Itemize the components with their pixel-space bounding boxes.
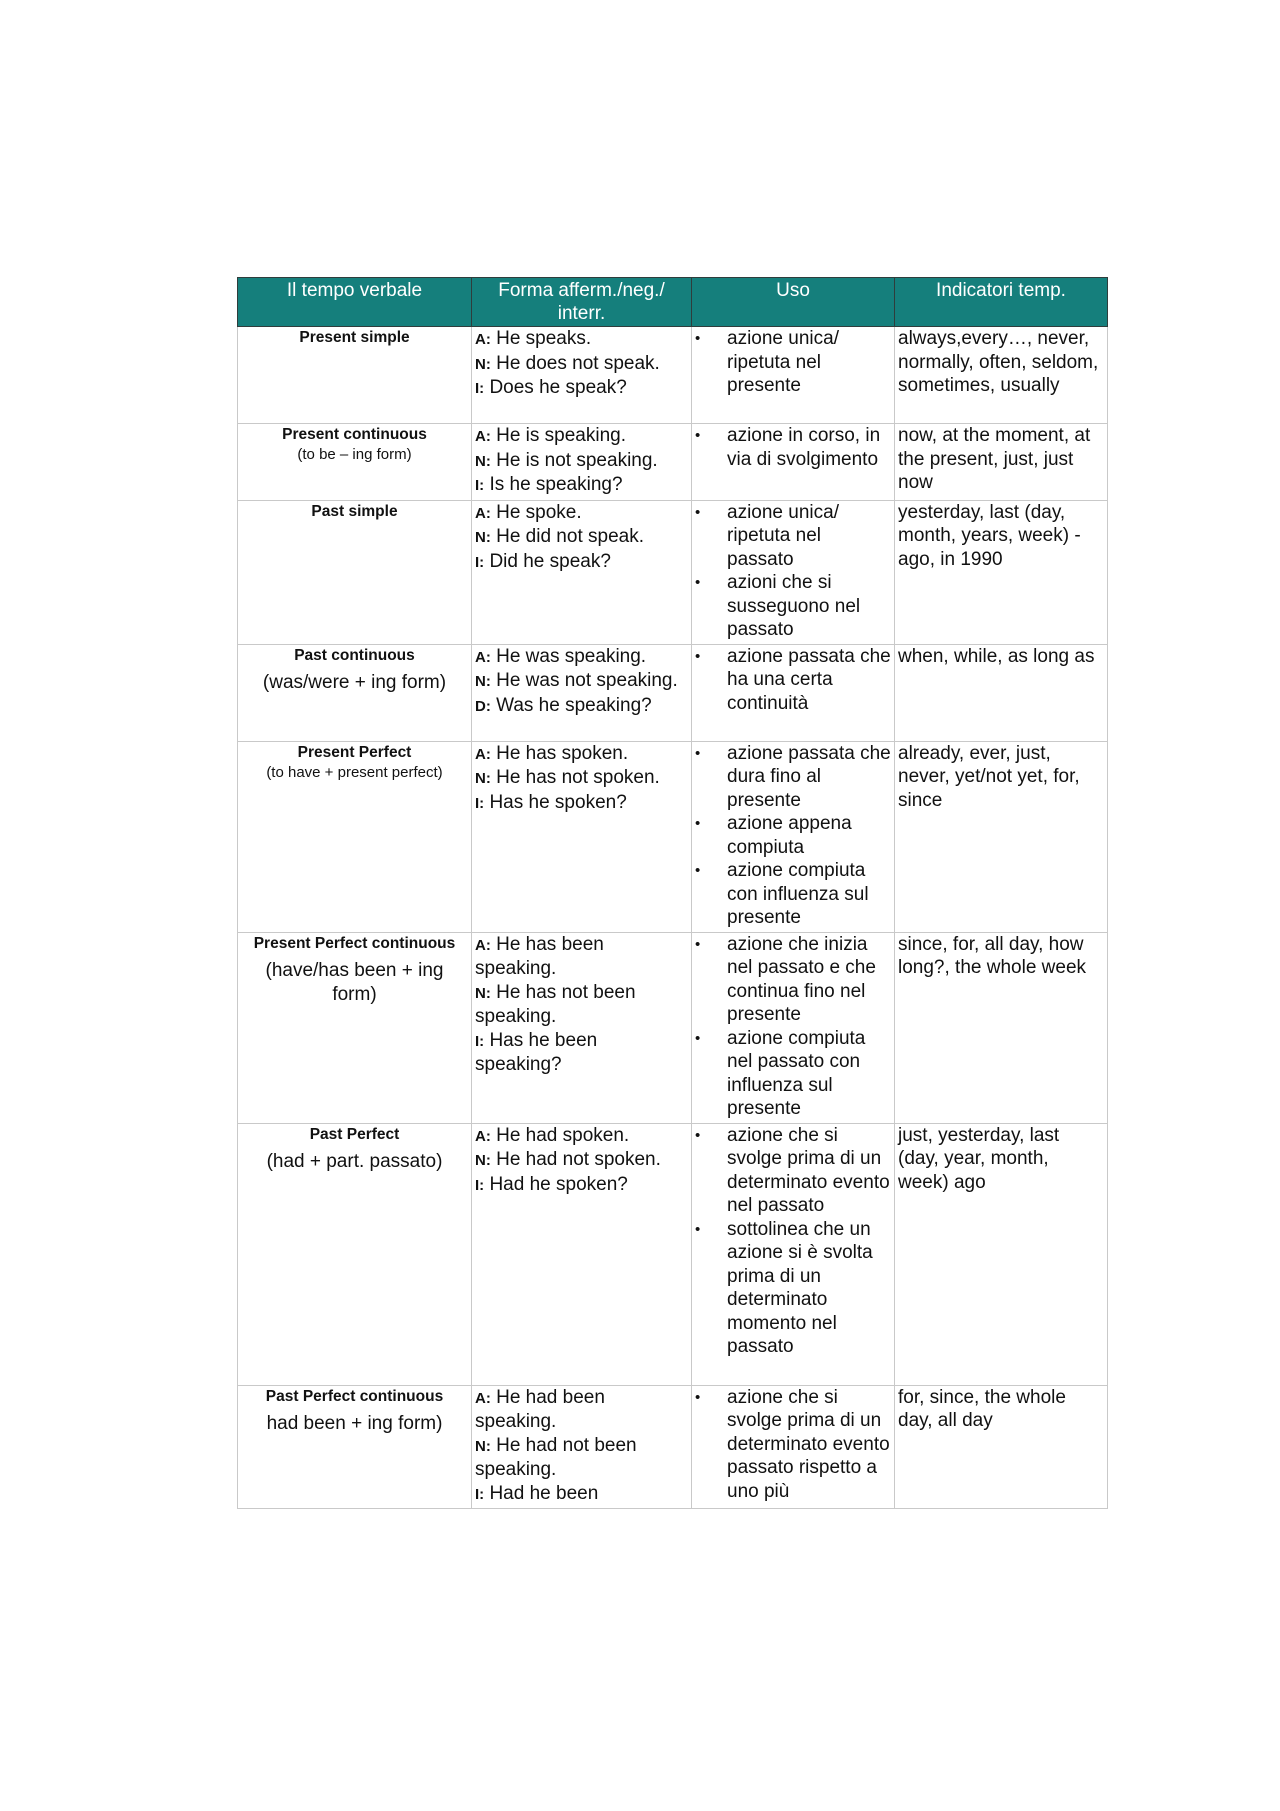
table-row bbox=[238, 644, 1108, 741]
form-text: He had not been speaking. bbox=[475, 1434, 637, 1480]
tense-construction: (have/has been + ing form) bbox=[265, 959, 444, 1005]
tense-cell bbox=[238, 932, 472, 1123]
tense-name: Present Perfect bbox=[297, 743, 412, 761]
tense-name: Past simple bbox=[311, 502, 398, 520]
form-text: He has not spoken. bbox=[496, 767, 660, 788]
form-line bbox=[475, 742, 688, 767]
form-cell bbox=[472, 644, 692, 741]
form-line bbox=[475, 327, 688, 352]
table-row bbox=[238, 424, 1108, 501]
header-tense: Il tempo verbale bbox=[238, 278, 472, 327]
form-text: He had spoken. bbox=[496, 1124, 630, 1146]
form-text: He is not speaking. bbox=[496, 449, 658, 471]
form-text: He spoke. bbox=[496, 501, 582, 523]
form-key: A: bbox=[475, 428, 491, 445]
form-key: I: bbox=[475, 477, 485, 494]
indicators-cell: when, while, as long as bbox=[895, 644, 1108, 741]
form-key: I: bbox=[475, 380, 485, 397]
table-row bbox=[238, 741, 1108, 932]
form-key: I: bbox=[475, 1176, 485, 1194]
use-cell bbox=[692, 500, 895, 644]
form-key: N: bbox=[475, 452, 491, 470]
form-key: I: bbox=[475, 1032, 485, 1050]
form-text: He does not speak. bbox=[496, 352, 660, 374]
form-text: He speaks. bbox=[496, 328, 592, 349]
form-line bbox=[475, 352, 688, 377]
use-list bbox=[695, 1386, 891, 1504]
verb-tenses-table bbox=[237, 277, 1108, 1509]
form-line bbox=[475, 1148, 688, 1173]
table-header-row bbox=[238, 278, 1108, 327]
form-cell bbox=[472, 500, 692, 644]
use-item: • azione passata che ha una certa continuità bbox=[695, 645, 891, 716]
table-row bbox=[238, 500, 1108, 644]
use-list bbox=[695, 501, 891, 642]
form-text: He has been speaking. bbox=[475, 933, 604, 979]
form-key: N: bbox=[475, 355, 491, 373]
form-line bbox=[475, 981, 688, 1029]
form-key: I: bbox=[475, 1485, 485, 1503]
indicators-cell: already, ever, just, never, yet/not yet, for, since bbox=[895, 741, 1108, 932]
form-text: Did he speak? bbox=[489, 550, 611, 572]
form-line bbox=[475, 501, 688, 526]
use-item: • azione compiuta con influenza sul presente bbox=[695, 859, 891, 930]
use-list bbox=[695, 742, 891, 930]
form-line bbox=[475, 376, 688, 401]
form-key: N: bbox=[475, 1152, 491, 1169]
use-item: • azione compiuta nel passato con influenza sul presente bbox=[695, 1027, 891, 1121]
tense-name: Past Perfect continuous bbox=[265, 1387, 444, 1405]
tense-cell bbox=[238, 424, 472, 501]
form-text: Has he spoken? bbox=[489, 791, 627, 813]
form-text: He was speaking. bbox=[496, 645, 647, 667]
tense-name: Past continuous bbox=[294, 646, 415, 664]
use-item: • azione passata che dura fino al presente bbox=[695, 742, 891, 813]
use-cell bbox=[692, 1385, 895, 1509]
tense-cell bbox=[238, 500, 472, 644]
form-key: A: bbox=[475, 504, 491, 522]
form-key: A: bbox=[475, 1389, 491, 1407]
table-row bbox=[238, 327, 1108, 424]
use-cell bbox=[692, 1123, 895, 1385]
use-list bbox=[695, 933, 891, 1121]
form-text: Was he speaking? bbox=[496, 694, 652, 716]
use-cell bbox=[692, 741, 895, 932]
tense-construction: (to have + present perfect) bbox=[266, 763, 443, 781]
indicators-cell: since, for, all day, how long?, the whole week bbox=[895, 932, 1108, 1123]
form-line bbox=[475, 645, 688, 670]
form-cell bbox=[472, 1123, 692, 1385]
form-key: A: bbox=[475, 1127, 491, 1145]
form-text: He has spoken. bbox=[496, 742, 629, 764]
tense-cell bbox=[238, 327, 472, 424]
form-line bbox=[475, 933, 688, 981]
use-item: • azione appena compiuta bbox=[695, 812, 891, 859]
tense-cell bbox=[238, 1123, 472, 1385]
use-list bbox=[695, 1124, 891, 1359]
form-cell bbox=[472, 932, 692, 1123]
form-cell bbox=[472, 424, 692, 501]
header-form: Forma afferm./neg./ interr. bbox=[472, 278, 692, 327]
use-cell bbox=[692, 327, 895, 424]
form-key: N: bbox=[475, 984, 491, 1002]
form-line bbox=[475, 1173, 688, 1198]
form-key: A: bbox=[475, 648, 491, 666]
form-text: Does he speak? bbox=[489, 377, 627, 398]
use-cell bbox=[692, 644, 895, 741]
indicators-cell: just, yesterday, last (day, year, month, week) ago bbox=[895, 1123, 1108, 1385]
tense-name: Past Perfect bbox=[309, 1125, 400, 1143]
use-list bbox=[695, 424, 891, 471]
tense-construction: (to be – ing form) bbox=[297, 446, 412, 463]
form-line bbox=[475, 766, 688, 791]
tense-construction: had been + ing form) bbox=[266, 1412, 443, 1434]
indicators-cell: now, at the moment, at the present, just, just now bbox=[895, 424, 1108, 501]
form-line bbox=[475, 694, 688, 719]
form-cell bbox=[472, 1385, 692, 1509]
table-row bbox=[238, 932, 1108, 1123]
form-line bbox=[475, 1029, 688, 1077]
form-text: Has he been speaking? bbox=[475, 1029, 598, 1075]
form-cell bbox=[472, 741, 692, 932]
form-key: I: bbox=[475, 553, 485, 571]
table-body bbox=[238, 327, 1108, 1509]
form-line bbox=[475, 449, 688, 474]
use-list bbox=[695, 645, 891, 716]
form-line bbox=[475, 525, 688, 550]
form-text: He is speaking. bbox=[496, 425, 627, 446]
table-row bbox=[238, 1123, 1108, 1385]
header-use: Uso bbox=[692, 278, 895, 327]
form-text: He had not spoken. bbox=[496, 1149, 661, 1170]
form-text: Had he been bbox=[489, 1482, 599, 1504]
form-key: D: bbox=[475, 697, 491, 715]
use-item: • azioni che si susseguono nel passato bbox=[695, 571, 891, 642]
form-line bbox=[475, 473, 688, 498]
indicators-cell: for, since, the whole day, all day bbox=[895, 1385, 1108, 1509]
form-text: He has not been speaking. bbox=[475, 981, 636, 1027]
tense-construction: (had + part. passato) bbox=[266, 1150, 443, 1172]
tense-cell bbox=[238, 1385, 472, 1509]
form-key: A: bbox=[475, 745, 491, 763]
form-key: A: bbox=[475, 331, 491, 348]
form-key: I: bbox=[475, 794, 485, 812]
form-cell bbox=[472, 327, 692, 424]
tense-name: Present Perfect continuous bbox=[253, 934, 456, 952]
form-text: He did not speak. bbox=[496, 526, 644, 547]
tense-name: Present simple bbox=[299, 329, 410, 346]
use-cell bbox=[692, 932, 895, 1123]
use-cell bbox=[692, 424, 895, 501]
use-item: • azione che si svolge prima di un determinato evento passato rispetto a uno più bbox=[695, 1386, 891, 1504]
form-line bbox=[475, 1434, 688, 1482]
form-key: A: bbox=[475, 936, 491, 954]
form-line bbox=[475, 669, 688, 694]
form-key: N: bbox=[475, 529, 491, 546]
indicators-cell: always,every…, never, normally, often, seldom, sometimes, usually bbox=[895, 327, 1108, 424]
use-item: • azione unica/ ripetuta nel presente bbox=[695, 327, 891, 398]
form-key: N: bbox=[475, 770, 491, 787]
tense-name: Present continuous bbox=[282, 426, 427, 443]
tense-construction: (was/were + ing form) bbox=[262, 671, 447, 693]
use-item: • azione che si svolge prima di un determinato evento nel passato bbox=[695, 1124, 891, 1218]
table-row bbox=[238, 1385, 1108, 1509]
indicators-cell: yesterday, last (day, month, years, week) - ago, in 1990 bbox=[895, 500, 1108, 644]
tense-cell bbox=[238, 741, 472, 932]
use-item: • azione unica/ ripetuta nel passato bbox=[695, 501, 891, 572]
form-line bbox=[475, 791, 688, 816]
form-line bbox=[475, 1482, 688, 1507]
tense-cell bbox=[238, 644, 472, 741]
form-line bbox=[475, 550, 688, 575]
use-item: • sottolinea che un azione si è svolta prima di un determinato momento nel passato bbox=[695, 1218, 891, 1359]
form-key: N: bbox=[475, 1437, 491, 1455]
form-text: He had been speaking. bbox=[475, 1386, 605, 1432]
form-line bbox=[475, 1386, 688, 1434]
form-text: Had he spoken? bbox=[489, 1173, 628, 1195]
form-key: N: bbox=[475, 673, 491, 690]
use-item: • azione in corso, in via di svolgimento bbox=[695, 424, 891, 471]
form-line bbox=[475, 424, 688, 449]
form-line bbox=[475, 1124, 688, 1149]
form-text: He was not speaking. bbox=[496, 670, 678, 691]
header-indicators: Indicatori temp. bbox=[895, 278, 1108, 327]
use-item: • azione che inizia nel passato e che continua fino nel presente bbox=[695, 933, 891, 1027]
use-list bbox=[695, 327, 891, 398]
form-text: Is he speaking? bbox=[489, 474, 623, 495]
